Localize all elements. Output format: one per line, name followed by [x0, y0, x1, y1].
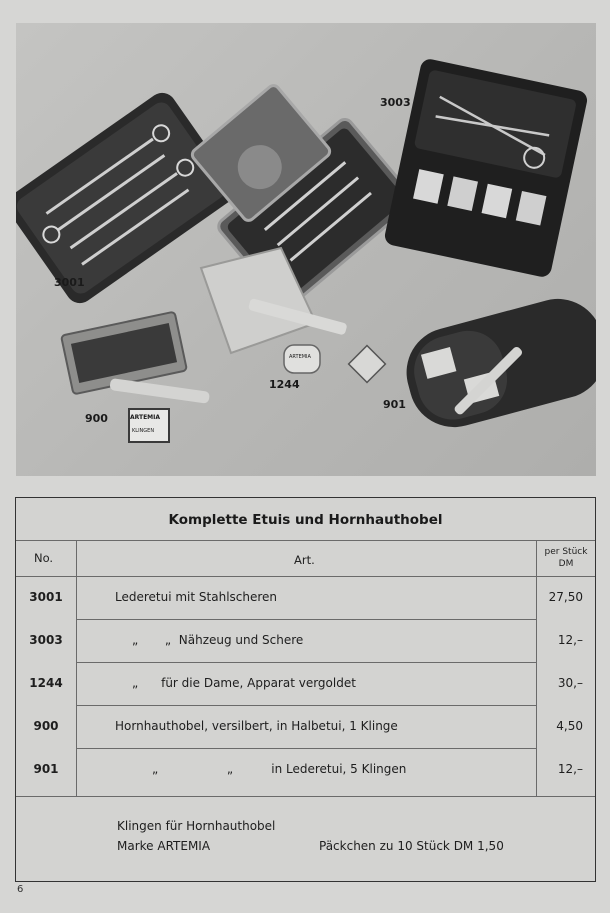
row-art: „ „ in Lederetui, 5 Klingen — [152, 762, 407, 776]
row-no: 1244 — [29, 676, 63, 690]
row-rule — [76, 748, 536, 749]
box-brand-label: ARTEMIA — [130, 414, 161, 421]
row-price: 30,– — [557, 676, 583, 690]
row-rule — [76, 705, 536, 706]
row-no: 901 — [33, 762, 59, 776]
header-price — [538, 546, 594, 570]
row-art: „ „ Nähzeug und Schere — [132, 633, 304, 647]
row-no: 3003 — [29, 633, 63, 647]
table-bottom-rule — [16, 796, 595, 797]
row-price: 4,50 — [556, 719, 583, 733]
label-900: 900 — [85, 412, 108, 425]
label-3003: 3003 — [380, 96, 411, 109]
blade-note-title: Klingen für Hornhauthobel — [117, 819, 276, 833]
case-901 — [396, 289, 596, 437]
row-art: Hornhauthobel, versilbert, in Halbetui, 1 Klinge — [115, 719, 398, 733]
product-photo — [16, 23, 596, 476]
label-1244: 1244 — [269, 378, 300, 391]
row-rule — [76, 619, 536, 620]
header-art: Art. — [294, 553, 315, 567]
header-price-unit: per Stück — [544, 547, 588, 557]
row-art: Lederetui mit Stahlscheren — [115, 590, 278, 604]
header-top-rule — [16, 540, 595, 541]
row-no: 900 — [33, 719, 59, 733]
row-price: 27,50 — [548, 590, 583, 604]
price-table — [15, 497, 596, 882]
tag-brand-label: ARTEMIA — [289, 354, 311, 360]
table-title: Komplette Etuis und Hornhauthobel — [168, 512, 443, 528]
case-3003 — [383, 57, 589, 278]
header-bottom-rule — [16, 576, 595, 577]
header-price-currency: DM — [558, 559, 574, 569]
row-price: 12,– — [557, 633, 583, 647]
column-rule — [536, 540, 537, 796]
row-rule — [76, 662, 536, 663]
header-no: No. — [34, 551, 54, 565]
box-subtitle-label: KLINGEN — [132, 428, 155, 434]
row-price: 12,– — [557, 762, 583, 776]
column-rule — [76, 540, 77, 796]
row-art: „ für die Dame, Apparat vergoldet — [132, 676, 356, 690]
row-no: 3001 — [29, 590, 63, 604]
product-illustration — [16, 23, 596, 476]
page-number: 6 — [17, 884, 24, 895]
blade-brand: Marke ARTEMIA — [117, 839, 211, 853]
label-901: 901 — [383, 398, 406, 411]
label-3001: 3001 — [54, 276, 85, 289]
blade-pack-price: Päckchen zu 10 Stück DM 1,50 — [319, 839, 504, 853]
